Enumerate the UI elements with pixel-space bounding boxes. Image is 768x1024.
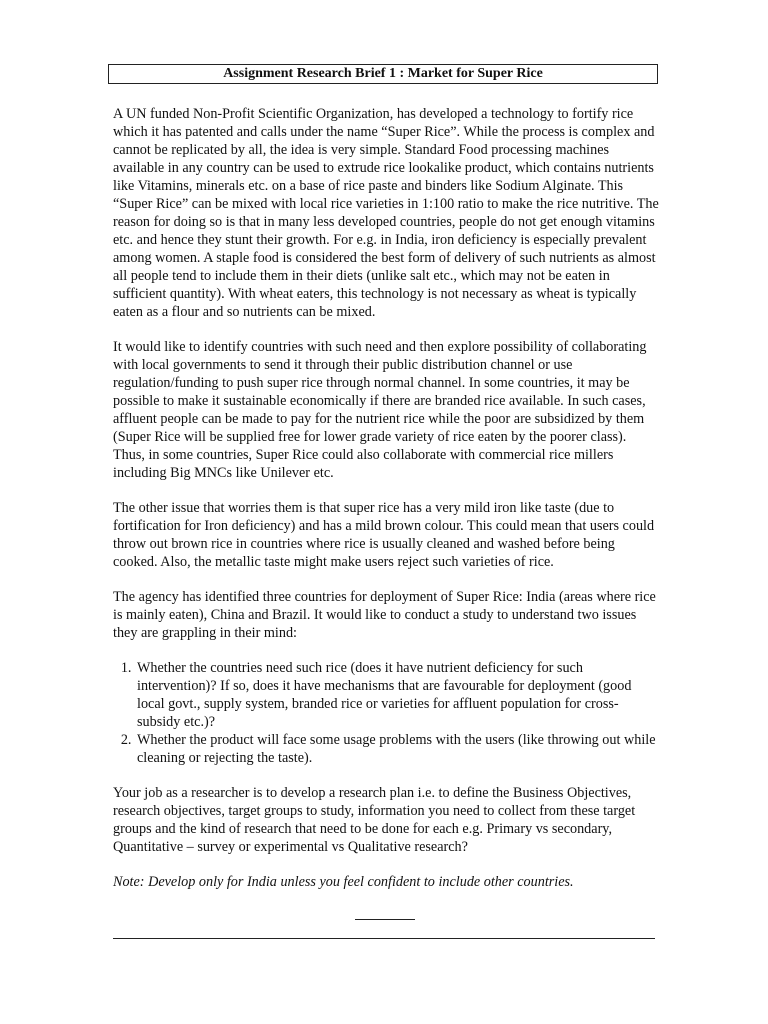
document-body [113, 105, 661, 908]
short-divider [355, 919, 415, 920]
paragraph-intro: A UN funded Non-Profit Scientific Organization, has developed a technology to fortify rice which it has patented and calls under the name “Super Rice”. While the process is complex and cannot be replicated by all, the idea is very simple. Standard Food processing machines available in any country can be used to extrude rice lookalike product, which contains nutrients like Vitamins, minerals etc. on a base of rice paste and binders like Sodium Alginate. This “Super Rice” can be mixed with local rice varieties in 1:100 ratio to make the rice nutritive. The reason for doing so is that in many less developed countries, people do not get enough vitamins etc. and hence they stunt their growth. For e.g. in India, iron deficiency is especially prevalent among women. A staple food is considered the best form of delivery of such nutrients as almost all people tend to include them in their diets (unlike salt etc., which may not be eaten in sufficient quantity). With wheat eaters, this technology is not necessary as wheat is typically eaten as a flour and so nutrients can be mixed. [113, 106, 659, 320]
footer-divider [113, 938, 655, 939]
note: Note: Develop only for India unless you feel confident to include other countries. [113, 874, 574, 890]
paragraph-taste-issue: The other issue that worries them is that super rice has a very mild iron like taste (due to fortification for Iron deficiency) and has a mild brown colour. This could mean that users could throw out brown rice in countries where rice is usually cleaned and washed before being cooked. Also, the metallic taste might make users reject such varieties of rice. [113, 500, 655, 570]
issues-list [113, 659, 661, 767]
paragraph-task: Your job as a researcher is to develop a research plan i.e. to define the Business Objectives, research objectives, target groups to study, information you need to collect from these target groups and the kind of research that need to be done for each e.g. Primary vs secondary, Quantitative – survey or experimental vs Qualitative research? [113, 785, 636, 855]
list-item: 2. Whether the product will face some usage problems with the users (like throwing out while cleaning or rejecting the taste). [135, 731, 661, 767]
document-title: Assignment Research Brief 1 : Market for Super Rice [108, 64, 658, 84]
paragraph-collaboration: It would like to identify countries with such need and then explore possibility of collaborating with local governments to send it through their public distribution channel or use regulation/funding to push super rice through normal channel. In some countries, it may be possible to make it sustainable economically if there are branded rice available. In such cases, affluent people can be made to pay for the nutrient rice while the poor are subsidized by them (Super Rice will be supplied free for lower grade variety of rice eaten by the poorer class). Thus, in some countries, Super Rice could also collaborate with commercial rice millers including Big MNCs like Unilever etc. [113, 339, 647, 481]
paragraph-countries: The agency has identified three countries for deployment of Super Rice: India (areas where rice is mainly eaten), China and Brazil. It would like to conduct a study to understand two issues they are grappling in their mind: [113, 589, 656, 641]
list-item: 1. Whether the countries need such rice (does it have nutrient deficiency for such intervention)? If so, does it have mechanisms that are favourable for deployment (good local govt., supply system, branded rice or varieties for affluent population for cross-subsidy etc.)? [135, 659, 661, 731]
